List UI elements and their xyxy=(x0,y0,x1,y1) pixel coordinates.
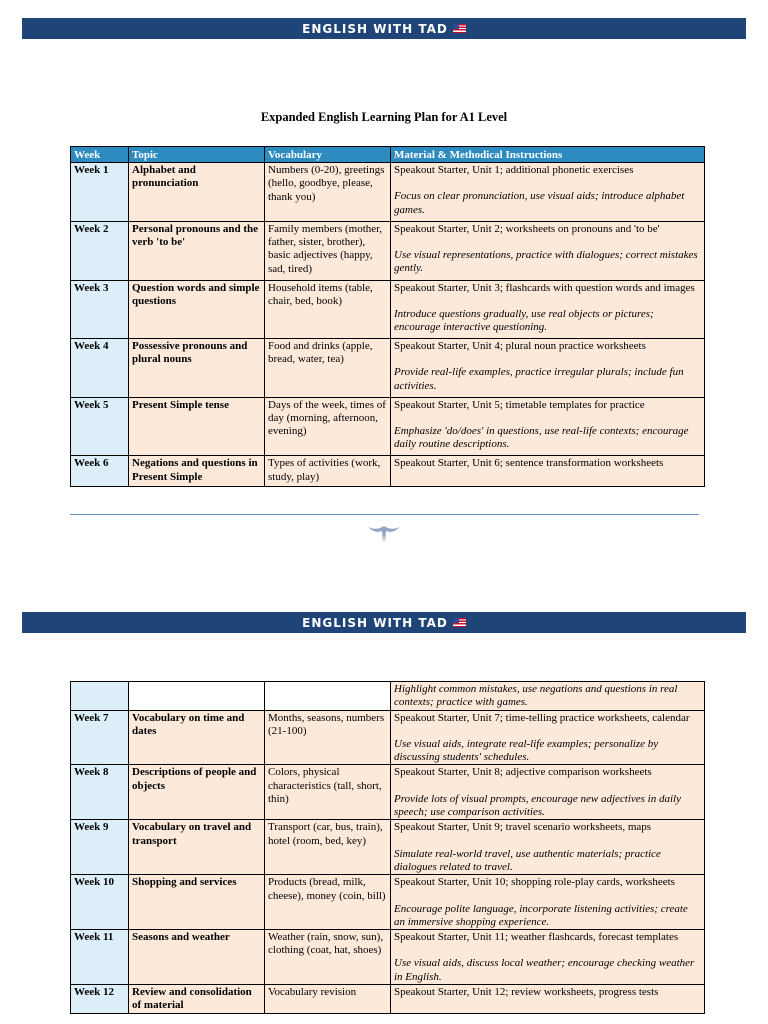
table-row xyxy=(71,280,705,339)
week-cell xyxy=(71,682,129,711)
instruction-text: Introduce questions gradually, use real objects or pictures; encourage interactive questioning. xyxy=(394,307,654,334)
table-row xyxy=(71,456,705,487)
learning-plan-table-continued xyxy=(70,681,705,1014)
topic-cell: Present Simple tense xyxy=(129,397,265,456)
header-vocabulary: Vocabulary xyxy=(265,147,391,163)
week-cell: Week 3 xyxy=(71,280,129,339)
instruction-text: Simulate real-world travel, use authentic materials; practice dialogues related to travel. xyxy=(394,847,661,873)
material-cell xyxy=(391,985,705,1014)
topic-cell: Question words and simple questions xyxy=(129,280,265,339)
vocab-cell: Products (bread, milk, cheese), money (coin, bill) xyxy=(265,875,391,930)
table-row xyxy=(71,820,705,875)
topic-cell: Possessive pronouns and plural nouns xyxy=(129,339,265,398)
header-week: Week xyxy=(71,147,129,163)
week-cell: Week 11 xyxy=(71,930,129,985)
table-row-continued xyxy=(71,682,705,711)
material-text: Speakout Starter, Unit 1; additional phonetic exercises xyxy=(394,164,634,176)
instruction-text: Use visual aids, discuss local weather; encourage checking weather in English. xyxy=(394,957,695,983)
week-cell: Week 4 xyxy=(71,339,129,398)
topic-cell: Alphabet and pronunciation xyxy=(129,163,265,222)
vocab-cell: Types of activities (work, study, play) xyxy=(265,456,391,487)
week-cell: Week 1 xyxy=(71,163,129,222)
material-cell xyxy=(391,280,705,339)
vocab-cell: Months, seasons, numbers (21-100) xyxy=(265,710,391,765)
table-row xyxy=(71,710,705,765)
material-cell xyxy=(391,456,705,487)
material-text: Speakout Starter, Unit 8; adjective comparison worksheets xyxy=(394,766,652,779)
vocab-cell xyxy=(265,682,391,711)
topic-cell xyxy=(129,682,265,711)
vocab-cell: Colors, physical characteristics (tall, short, thin) xyxy=(265,765,391,820)
week-cell: Week 5 xyxy=(71,397,129,456)
vocab-cell: Transport (car, bus, train), hotel (room, bed, key) xyxy=(265,820,391,875)
week-cell: Week 12 xyxy=(71,985,129,1014)
topic-cell: Review and consolidation of material xyxy=(129,985,265,1014)
material-text: Speakout Starter, Unit 11; weather flashcards, forecast templates xyxy=(394,931,679,944)
table-row xyxy=(71,339,705,398)
learning-plan-table xyxy=(70,146,705,487)
material-cell xyxy=(391,820,705,875)
table-row xyxy=(71,221,705,280)
material-text: Speakout Starter, Unit 12; review worksheets, progress tests xyxy=(394,986,659,999)
vocab-cell: Numbers (0-20), greetings (hello, goodbye, please, thank you) xyxy=(265,163,391,222)
vocab-cell: Household items (table, chair, bed, book) xyxy=(265,280,391,339)
week-cell: Week 9 xyxy=(71,820,129,875)
topic-cell: Shopping and services xyxy=(129,875,265,930)
us-flag-icon xyxy=(453,618,466,627)
week-cell: Week 7 xyxy=(71,710,129,765)
topic-cell: Negations and questions in Present Simple xyxy=(129,456,265,487)
material-cell xyxy=(391,339,705,398)
instruction-text: Use visual aids, integrate real-life examples; personalize by discussing students' schedules. xyxy=(394,737,659,764)
table-header-row xyxy=(71,147,705,163)
table-row xyxy=(71,930,705,985)
vocab-cell: Food and drinks (apple, bread, water, tea) xyxy=(265,339,391,398)
instruction-text: Encourage polite language, incorporate listening activities; create an immersive shopping experience. xyxy=(394,902,688,928)
topic-cell: Vocabulary on travel and transport xyxy=(129,820,265,875)
week-cell: Week 6 xyxy=(71,456,129,487)
material-cell xyxy=(391,710,705,765)
page-banner xyxy=(22,612,746,633)
material-text: Speakout Starter, Unit 5; timetable templates for practice xyxy=(394,398,645,411)
vocab-cell: Days of the week, times of day (morning, afternoon, evening) xyxy=(265,397,391,456)
material-text: Speakout Starter, Unit 10; shopping role-play cards, worksheets xyxy=(394,876,675,889)
topic-cell: Vocabulary on time and dates xyxy=(129,710,265,765)
material-text: Speakout Starter, Unit 3; flashcards with question words and images xyxy=(394,281,695,294)
flourish-ornament-icon xyxy=(366,522,402,546)
instruction-text: Focus on clear pronunciation, use visual aids; introduce alphabet games. xyxy=(394,190,685,216)
vocab-cell: Weather (rain, snow, sun), clothing (coat, hat, shoes) xyxy=(265,930,391,985)
vocab-cell: Vocabulary revision xyxy=(265,985,391,1014)
instruction-text: Highlight common mistakes, use negations and questions in real contexts; practice with games. xyxy=(394,683,678,709)
material-text: Speakout Starter, Unit 4; plural noun practice worksheets xyxy=(394,340,646,353)
instruction-text: Provide lots of visual prompts, encourage new adjectives in daily speech; use comparison activities. xyxy=(394,792,681,819)
topic-cell: Personal pronouns and the verb 'to be' xyxy=(129,221,265,280)
page-banner xyxy=(22,18,746,39)
material-cell xyxy=(391,163,705,222)
table-row xyxy=(71,875,705,930)
material-cell xyxy=(391,930,705,985)
topic-cell: Descriptions of people and objects xyxy=(129,765,265,820)
material-text: Speakout Starter, Unit 7; time-telling practice worksheets, calendar xyxy=(394,711,690,724)
vocab-cell: Family members (mother, father, sister, brother), basic adjectives (happy, sad, tired) xyxy=(265,221,391,280)
banner-title: ENGLISH WITH TAD xyxy=(302,615,448,630)
material-cell xyxy=(391,765,705,820)
material-cell xyxy=(391,221,705,280)
material-text: Speakout Starter, Unit 2; worksheets on pronouns and 'to be' xyxy=(394,222,660,235)
table-row xyxy=(71,985,705,1014)
table-row xyxy=(71,765,705,820)
material-text: Speakout Starter, Unit 9; travel scenario worksheets, maps xyxy=(394,821,652,834)
week-cell: Week 10 xyxy=(71,875,129,930)
material-cell xyxy=(391,682,705,711)
topic-cell: Seasons and weather xyxy=(129,930,265,985)
week-cell: Week 2 xyxy=(71,221,129,280)
material-text: Speakout Starter, Unit 6; sentence transformation worksheets xyxy=(394,457,664,470)
material-cell xyxy=(391,397,705,456)
table-row xyxy=(71,163,705,222)
week-cell: Week 8 xyxy=(71,765,129,820)
document-title: Expanded English Learning Plan for A1 Level xyxy=(260,110,508,124)
banner-title: ENGLISH WITH TAD xyxy=(302,21,448,36)
material-cell xyxy=(391,875,705,930)
header-material: Material & Methodical Instructions xyxy=(391,147,705,163)
page-divider xyxy=(70,514,699,515)
table-row xyxy=(71,397,705,456)
header-topic: Topic xyxy=(129,147,265,163)
instruction-text: Use visual representations, practice with dialogues; correct mistakes gently. xyxy=(394,248,698,275)
us-flag-icon xyxy=(453,24,466,33)
instruction-text: Emphasize 'do/does' in questions, use real-life contexts; encourage daily routine descriptions. xyxy=(394,425,689,451)
instruction-text: Provide real-life examples, practice irregular plurals; include fun activities. xyxy=(394,366,684,392)
